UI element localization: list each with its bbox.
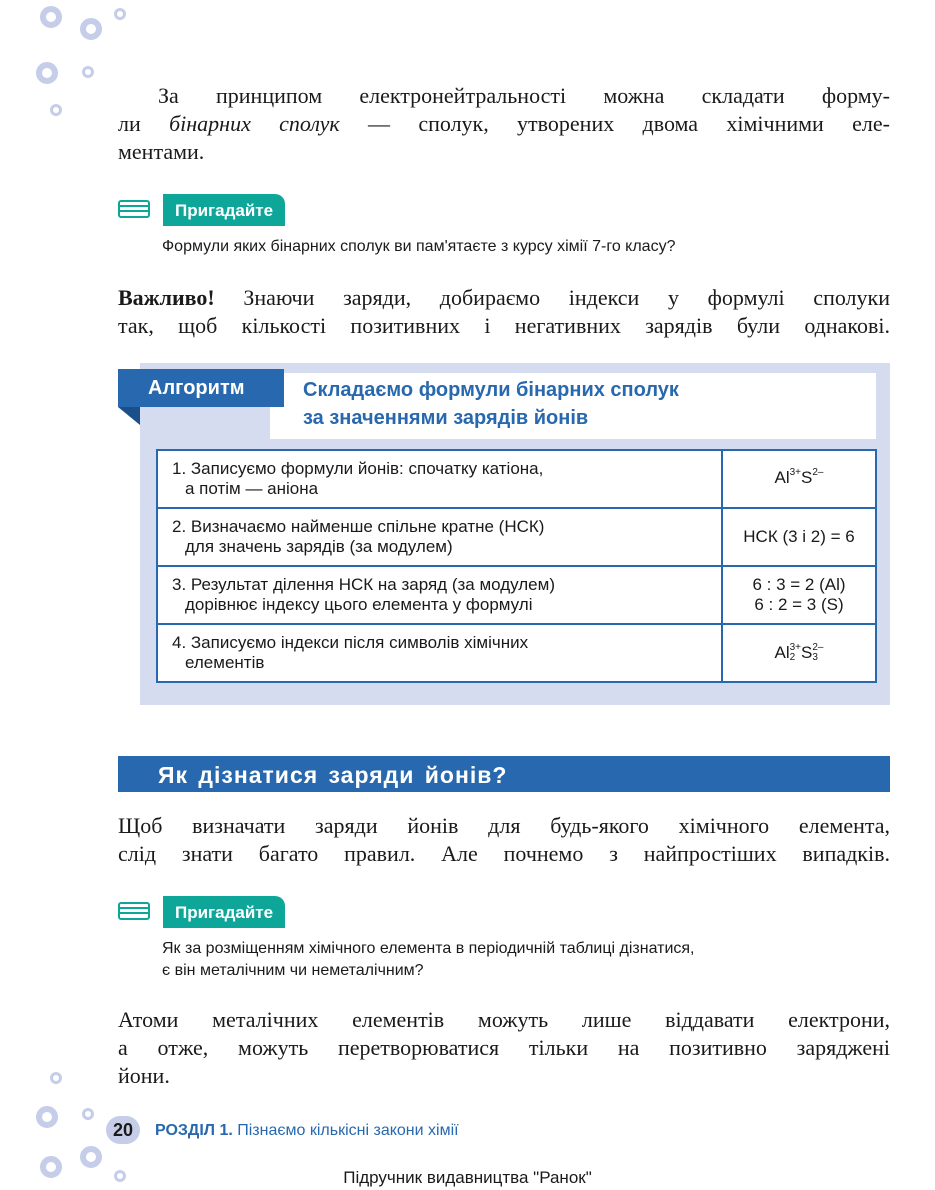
step-1-result: $Al^{3+}S^{2-}$ — [722, 450, 876, 508]
step-1-text: 1. Записуємо формули йонів: спочатку катіона, а потім — аніона — [157, 450, 722, 508]
charges-paragraph — [118, 812, 890, 868]
book-icon — [118, 902, 150, 920]
recall-question-2: Як за розміщенням хімічного елемента в періодичній таблиці дізнатися, є він металічним чи неметалічним? — [162, 940, 695, 979]
step-3-result: 6 : 3 = 2 (Al) 6 : 2 = 3 (S) — [722, 566, 876, 624]
recall-question-1: Формули яких бінарних сполук ви пам'ятаєте з курсу хімії 7-го класу? — [162, 238, 676, 255]
charges-line-1: Щоб визначати заряди йонів для будь-якого хімічного елемента, — [118, 813, 890, 838]
publisher-caption: Підручник видавництва "Ранок" — [343, 1168, 592, 1187]
charges-line-2: слід знати багато правил. Але почнемо з найпростіших випадків. — [118, 841, 890, 866]
step-2-text: 2. Визначаємо найменше спільне кратне (НСК) для значень зарядів (за модулем) — [157, 508, 722, 566]
chapter-title: РОЗДІЛ 1. Пізнаємо кількісні закони хімії — [155, 1122, 459, 1139]
algorithm-label: Алгоритм — [118, 369, 284, 407]
algorithm-title-line-1: Складаємо формули бінарних сполук — [303, 379, 679, 401]
page-number: 20 — [106, 1116, 140, 1144]
algorithm-table — [156, 449, 877, 683]
section-heading: Як дізнатися заряди йонів? — [118, 756, 890, 792]
book-icon — [118, 200, 150, 218]
step-4-result: Al 3+ 2 S 2– 3 — [722, 624, 876, 682]
intro-line-2: ли бінарних сполук — сполук, утворених двома хімічними еле- — [118, 111, 890, 136]
metals-line-3: йони. — [118, 1063, 170, 1088]
important-paragraph — [118, 284, 890, 340]
step-4-text: 4. Записуємо індекси після символів хімічних елементів — [157, 624, 722, 682]
algorithm-title — [303, 376, 679, 432]
algorithm-step-3 — [157, 566, 876, 624]
recall-label-2: Пригадайте — [163, 896, 285, 928]
step-3-text: 3. Результат ділення НСК на заряд (за модулем) дорівнює індексу цього елемента у формулі — [157, 566, 722, 624]
step-2-result: НСК (3 і 2) = 6 — [722, 508, 876, 566]
algorithm-step-2 — [157, 508, 876, 566]
intro-paragraph — [118, 82, 890, 166]
algorithm-title-line-2: за значеннями зарядів йонів — [303, 407, 589, 429]
algorithm-step-4 — [157, 624, 876, 682]
important-line-1: Важливо! Знаючи заряди, добираємо індекси у формулі сполуки — [118, 285, 890, 310]
algorithm-label-fold — [118, 407, 140, 425]
term-binary-compounds: бінарних сполук — [169, 111, 340, 136]
intro-line-3: ментами. — [118, 139, 205, 164]
algorithm-step-1 — [157, 450, 876, 508]
important-line-2: так, щоб кількості позитивних і негативних зарядів були однакові. — [118, 313, 890, 338]
important-label: Важливо! — [118, 285, 215, 310]
recall-label-1: Пригадайте — [163, 194, 285, 226]
metals-line-2: а отже, можуть перетворюватися тільки на позитивно заряджені — [118, 1035, 890, 1060]
intro-line-1: За принципом електронейтральності можна складати форму- — [158, 83, 890, 108]
metals-line-1: Атоми металічних елементів можуть лише віддавати електрони, — [118, 1007, 890, 1032]
metals-paragraph — [118, 1006, 890, 1090]
